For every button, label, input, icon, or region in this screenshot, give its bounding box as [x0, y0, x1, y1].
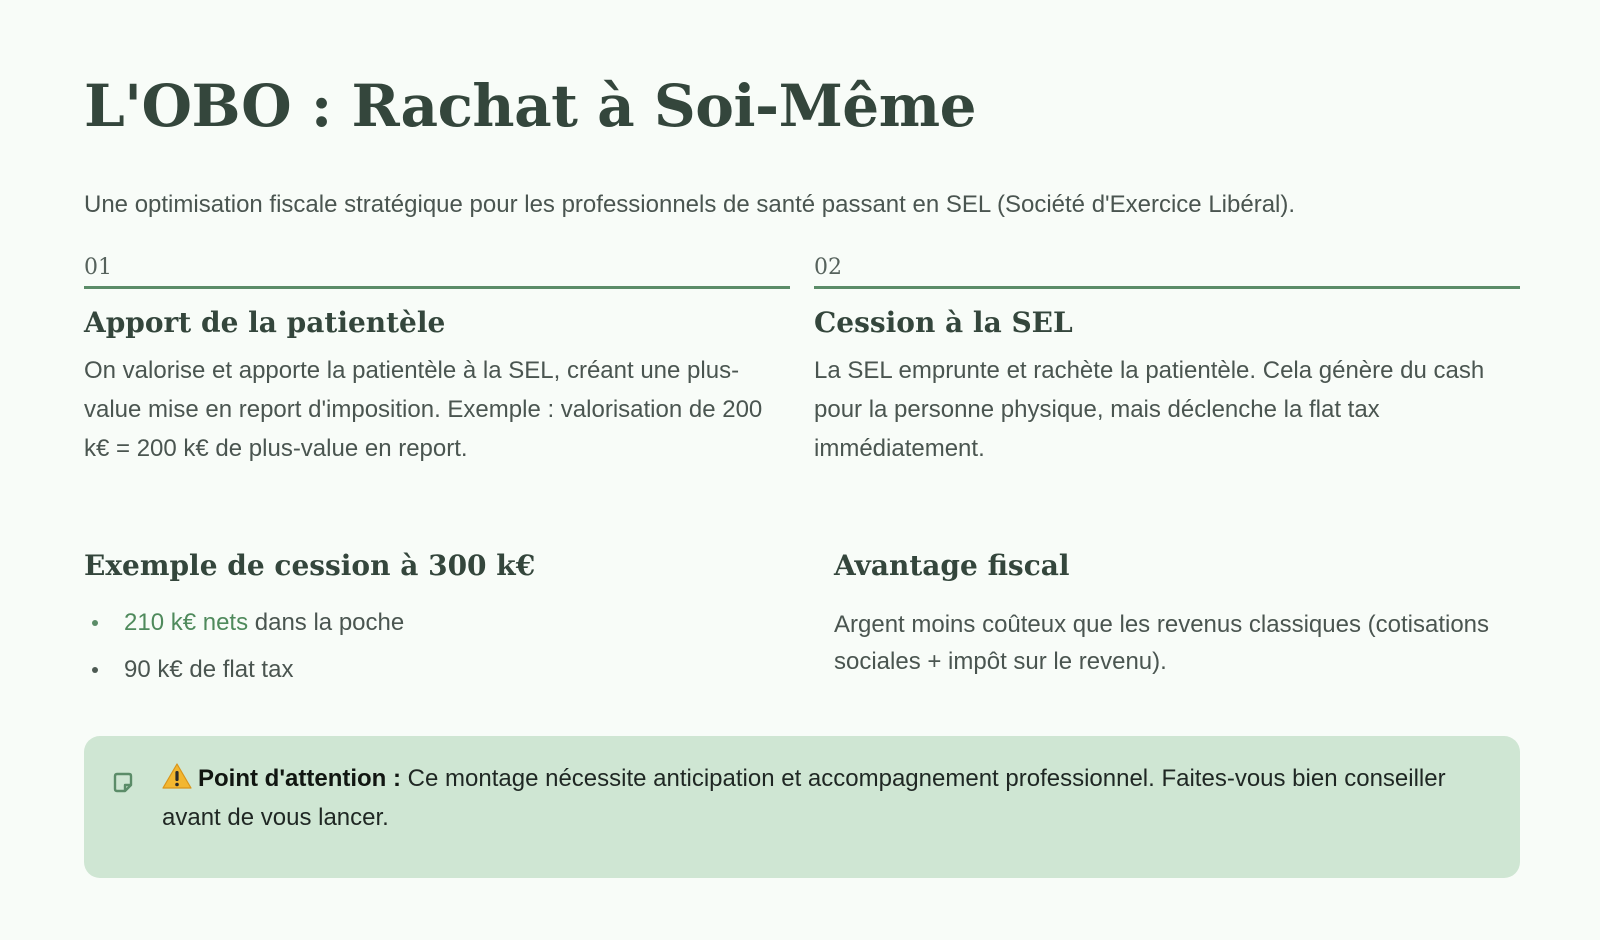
list-item-text: dans la poche — [248, 609, 405, 636]
step-number: 02 — [814, 255, 842, 280]
attention-callout — [84, 736, 1520, 878]
step-1 — [84, 254, 790, 468]
callout-label: Point d'attention : — [198, 765, 402, 792]
step-heading: Apport de la patientèle — [84, 306, 446, 339]
note-icon — [112, 772, 134, 794]
warning-icon — [162, 762, 192, 788]
bullet-icon — [92, 667, 98, 673]
highlight-amount: 210 k€ nets — [124, 609, 249, 636]
step-heading: Cession à la SEL — [814, 306, 1073, 339]
page-title: L'OBO : Rachat à Soi-Même — [84, 72, 976, 140]
step-description: La SEL emprunte et rachète la patientèle. Cela génère du cash pour la personne physique, mais déclenche la flat tax immédiatement. — [814, 357, 1485, 462]
list-item — [84, 653, 784, 686]
page-subtitle: Une optimisation fiscale stratégique pour les professionnels de santé passant en SEL (Société d'Exercice Libéral). — [84, 191, 1296, 218]
step-divider — [814, 286, 1520, 289]
example-section — [84, 546, 784, 700]
list-item-text: 90 k€ de flat tax — [124, 656, 294, 683]
slide — [84, 0, 1520, 940]
advantage-section — [834, 546, 1520, 680]
list-item — [84, 606, 784, 639]
example-list — [84, 606, 784, 686]
step-number: 01 — [84, 255, 112, 280]
step-description: On valorise et apporte la patientèle à la SEL, créant une plus-value mise en report d'imposition. Exemple : valorisation de 200 k€ = 200 k€ de plus-value en report. — [84, 357, 763, 462]
callout-message — [162, 759, 1482, 837]
step-2 — [814, 254, 1520, 468]
advantage-heading: Avantage fiscal — [834, 549, 1070, 582]
bullet-icon — [92, 620, 98, 626]
example-heading: Exemple de cession à 300 k€ — [84, 549, 536, 582]
advantage-description: Argent moins coûteux que les revenus classiques (cotisations sociales + impôt sur le revenu). — [834, 611, 1490, 675]
step-divider — [84, 286, 790, 289]
callout-body: Ce montage nécessite anticipation et accompagnement professionnel. Faites-vous bien conseiller avant de vous lancer. — [162, 765, 1446, 831]
